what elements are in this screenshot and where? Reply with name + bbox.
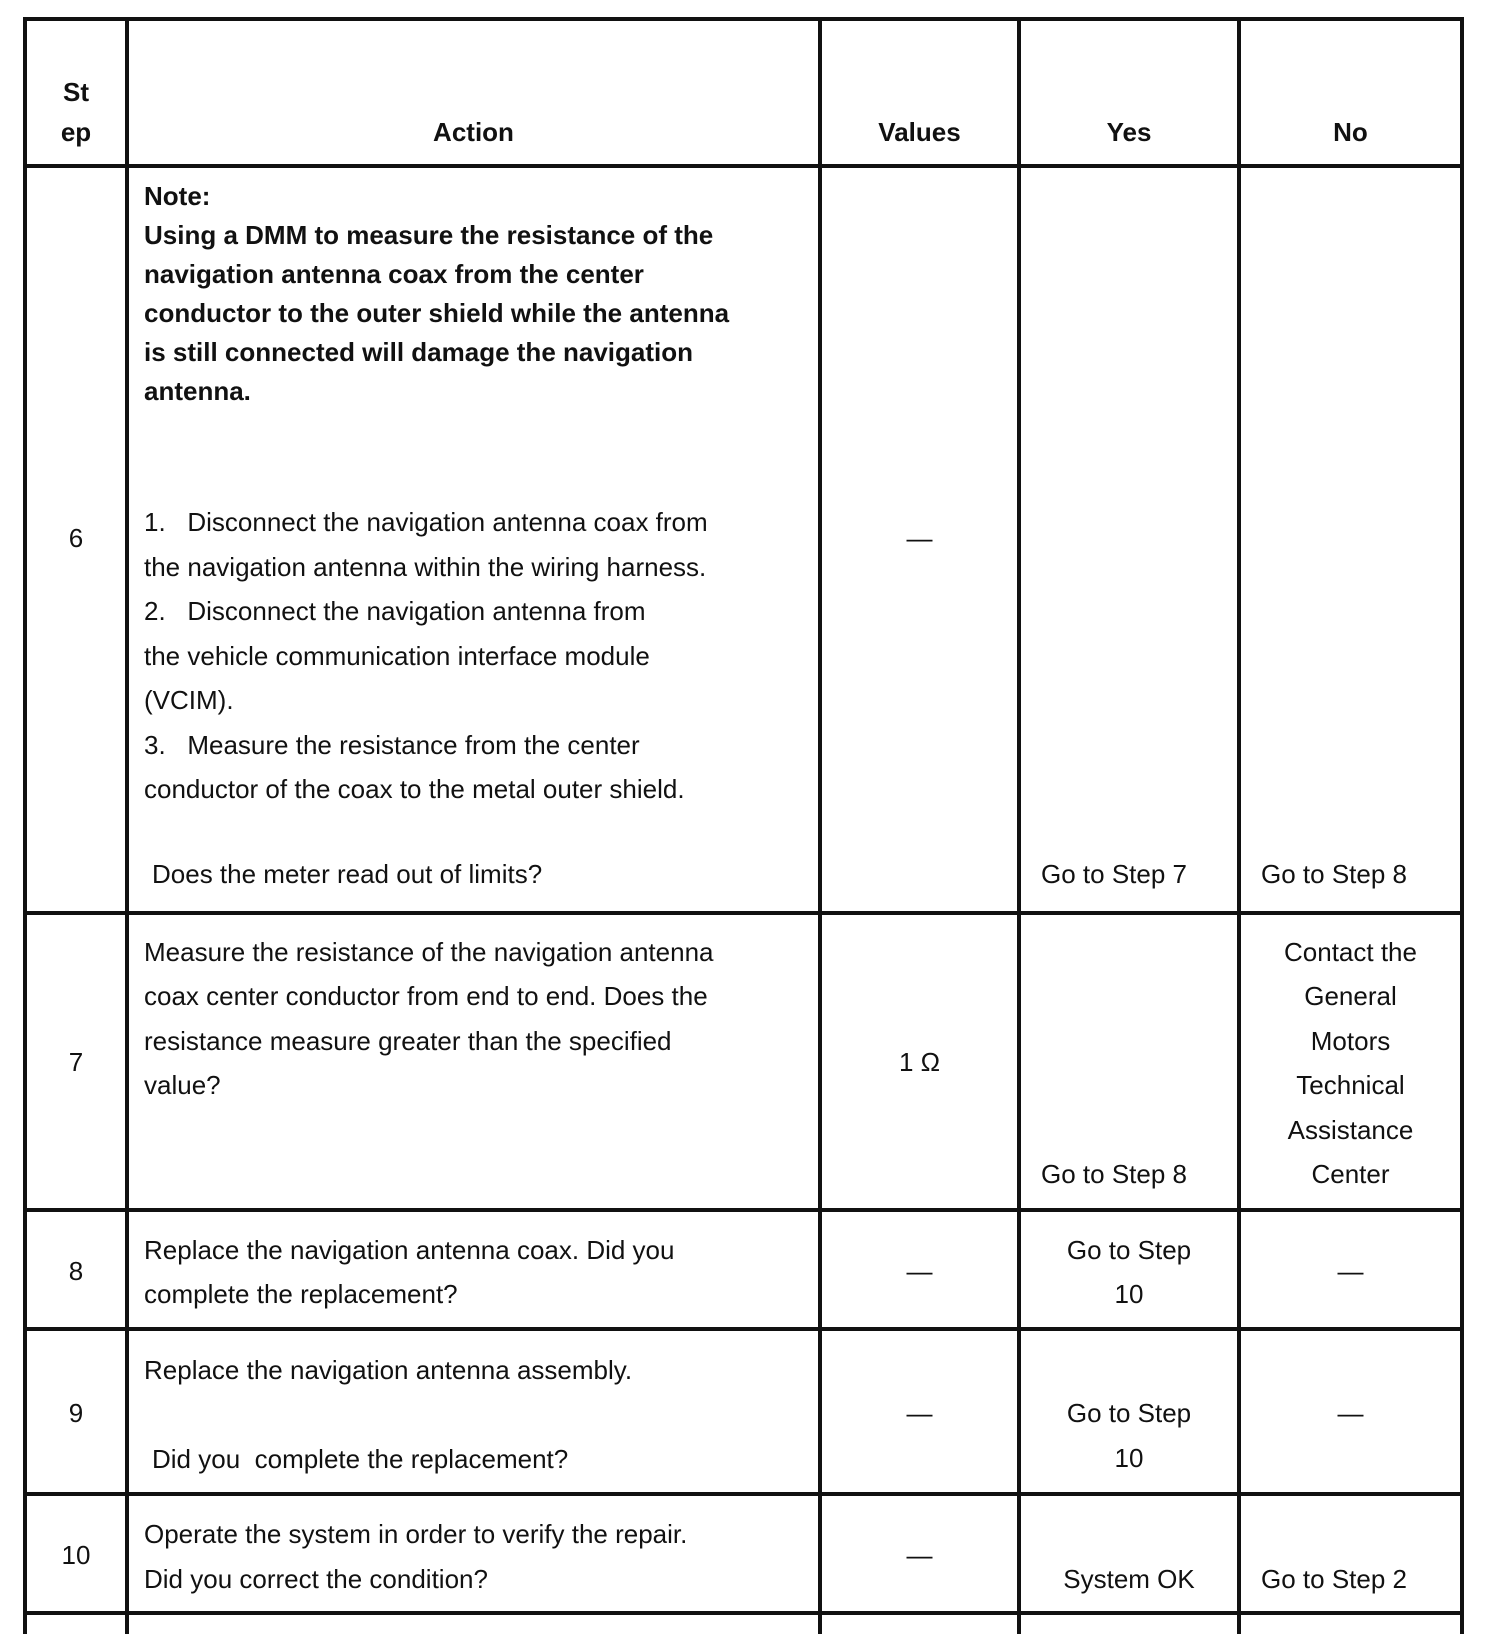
header-step-line2: ep bbox=[60, 117, 92, 147]
yes-cell-line: Go to Step bbox=[1066, 1398, 1192, 1428]
yes-cell: Go to Step 8 bbox=[1041, 1159, 1187, 1189]
question-text: Did you complete the replacement? bbox=[152, 1444, 569, 1474]
no-cell: Go to Step 2 bbox=[1261, 1564, 1407, 1594]
no-cell: — bbox=[1337, 1256, 1364, 1286]
yes-cell-line: 10 bbox=[1114, 1443, 1144, 1473]
yes-cell-line: 10 bbox=[1114, 1279, 1144, 1309]
no-cell-line: Contact the bbox=[1284, 937, 1417, 967]
action-line: resistance measure greater than the specified bbox=[144, 1026, 672, 1056]
step-number: 8 bbox=[68, 1256, 84, 1286]
action-line: Did you correct the condition? bbox=[144, 1564, 488, 1594]
table-border-right bbox=[1460, 18, 1464, 1634]
no-cell: Go to Step 8 bbox=[1261, 859, 1407, 889]
column-divider bbox=[125, 18, 129, 1634]
procedure-line: conductor of the coax to the metal outer shield. bbox=[144, 774, 685, 804]
header-step-line1: St bbox=[63, 77, 89, 107]
step-number: 10 bbox=[61, 1540, 91, 1570]
header-values: Values bbox=[878, 117, 961, 147]
note-line: is still connected will damage the navigation bbox=[144, 337, 694, 367]
procedure-line: the navigation antenna within the wiring harness. bbox=[144, 552, 707, 582]
yes-cell: Go to Step 7 bbox=[1041, 859, 1187, 889]
header-action: Action bbox=[433, 117, 514, 147]
note-line: navigation antenna coax from the center bbox=[144, 259, 644, 289]
procedure-line: 3. Measure the resistance from the center bbox=[144, 730, 640, 760]
table-border-top bbox=[23, 17, 1464, 21]
procedure-line: the vehicle communication interface module bbox=[144, 641, 650, 671]
row-divider bbox=[23, 1327, 1464, 1331]
procedure-line: 1. Disconnect the navigation antenna coax from bbox=[144, 507, 708, 537]
value-cell: — bbox=[906, 1398, 933, 1428]
table-border-bottom bbox=[23, 1611, 1464, 1615]
action-line: Measure the resistance of the navigation antenna bbox=[144, 937, 714, 967]
note-line: antenna. bbox=[144, 376, 251, 406]
row-divider bbox=[23, 911, 1464, 915]
procedure-line: (VCIM). bbox=[144, 685, 234, 715]
no-cell-line: General bbox=[1304, 981, 1397, 1011]
question-text: Does the meter read out of limits? bbox=[152, 859, 543, 889]
header-no: No bbox=[1333, 117, 1368, 147]
note-line: Using a DMM to measure the resistance of the bbox=[144, 220, 714, 250]
action-line: value? bbox=[144, 1070, 221, 1100]
row-divider bbox=[23, 1492, 1464, 1496]
no-cell-line: Motors bbox=[1310, 1026, 1391, 1056]
no-cell-line: Technical bbox=[1296, 1070, 1405, 1100]
header-divider bbox=[23, 164, 1464, 168]
yes-cell-line: Go to Step bbox=[1066, 1235, 1192, 1265]
note-title: Note: bbox=[144, 181, 211, 211]
value-cell: — bbox=[906, 1540, 933, 1570]
action-text: Replace the navigation antenna assembly. bbox=[144, 1355, 633, 1385]
action-line: complete the replacement? bbox=[144, 1279, 458, 1309]
step-number: 9 bbox=[68, 1398, 84, 1428]
header-yes: Yes bbox=[1106, 117, 1152, 147]
value-cell: 1 Ω bbox=[898, 1047, 941, 1077]
row-divider bbox=[23, 1208, 1464, 1212]
value-cell: — bbox=[906, 523, 933, 553]
value-cell: — bbox=[906, 1256, 933, 1286]
action-line: Operate the system in order to verify the repair. bbox=[144, 1519, 688, 1549]
procedure-line: 2. Disconnect the navigation antenna from bbox=[144, 596, 646, 626]
no-cell-line: Assistance bbox=[1287, 1115, 1414, 1145]
step-number: 7 bbox=[68, 1047, 84, 1077]
no-cell-line: Center bbox=[1311, 1159, 1390, 1189]
note-line: conductor to the outer shield while the antenna bbox=[144, 298, 730, 328]
no-cell: — bbox=[1337, 1398, 1364, 1428]
action-line: coax center conductor from end to end. Does the bbox=[144, 981, 708, 1011]
yes-cell: System OK bbox=[1063, 1564, 1195, 1594]
step-number: 6 bbox=[68, 523, 84, 553]
action-line: Replace the navigation antenna coax. Did you bbox=[144, 1235, 675, 1265]
